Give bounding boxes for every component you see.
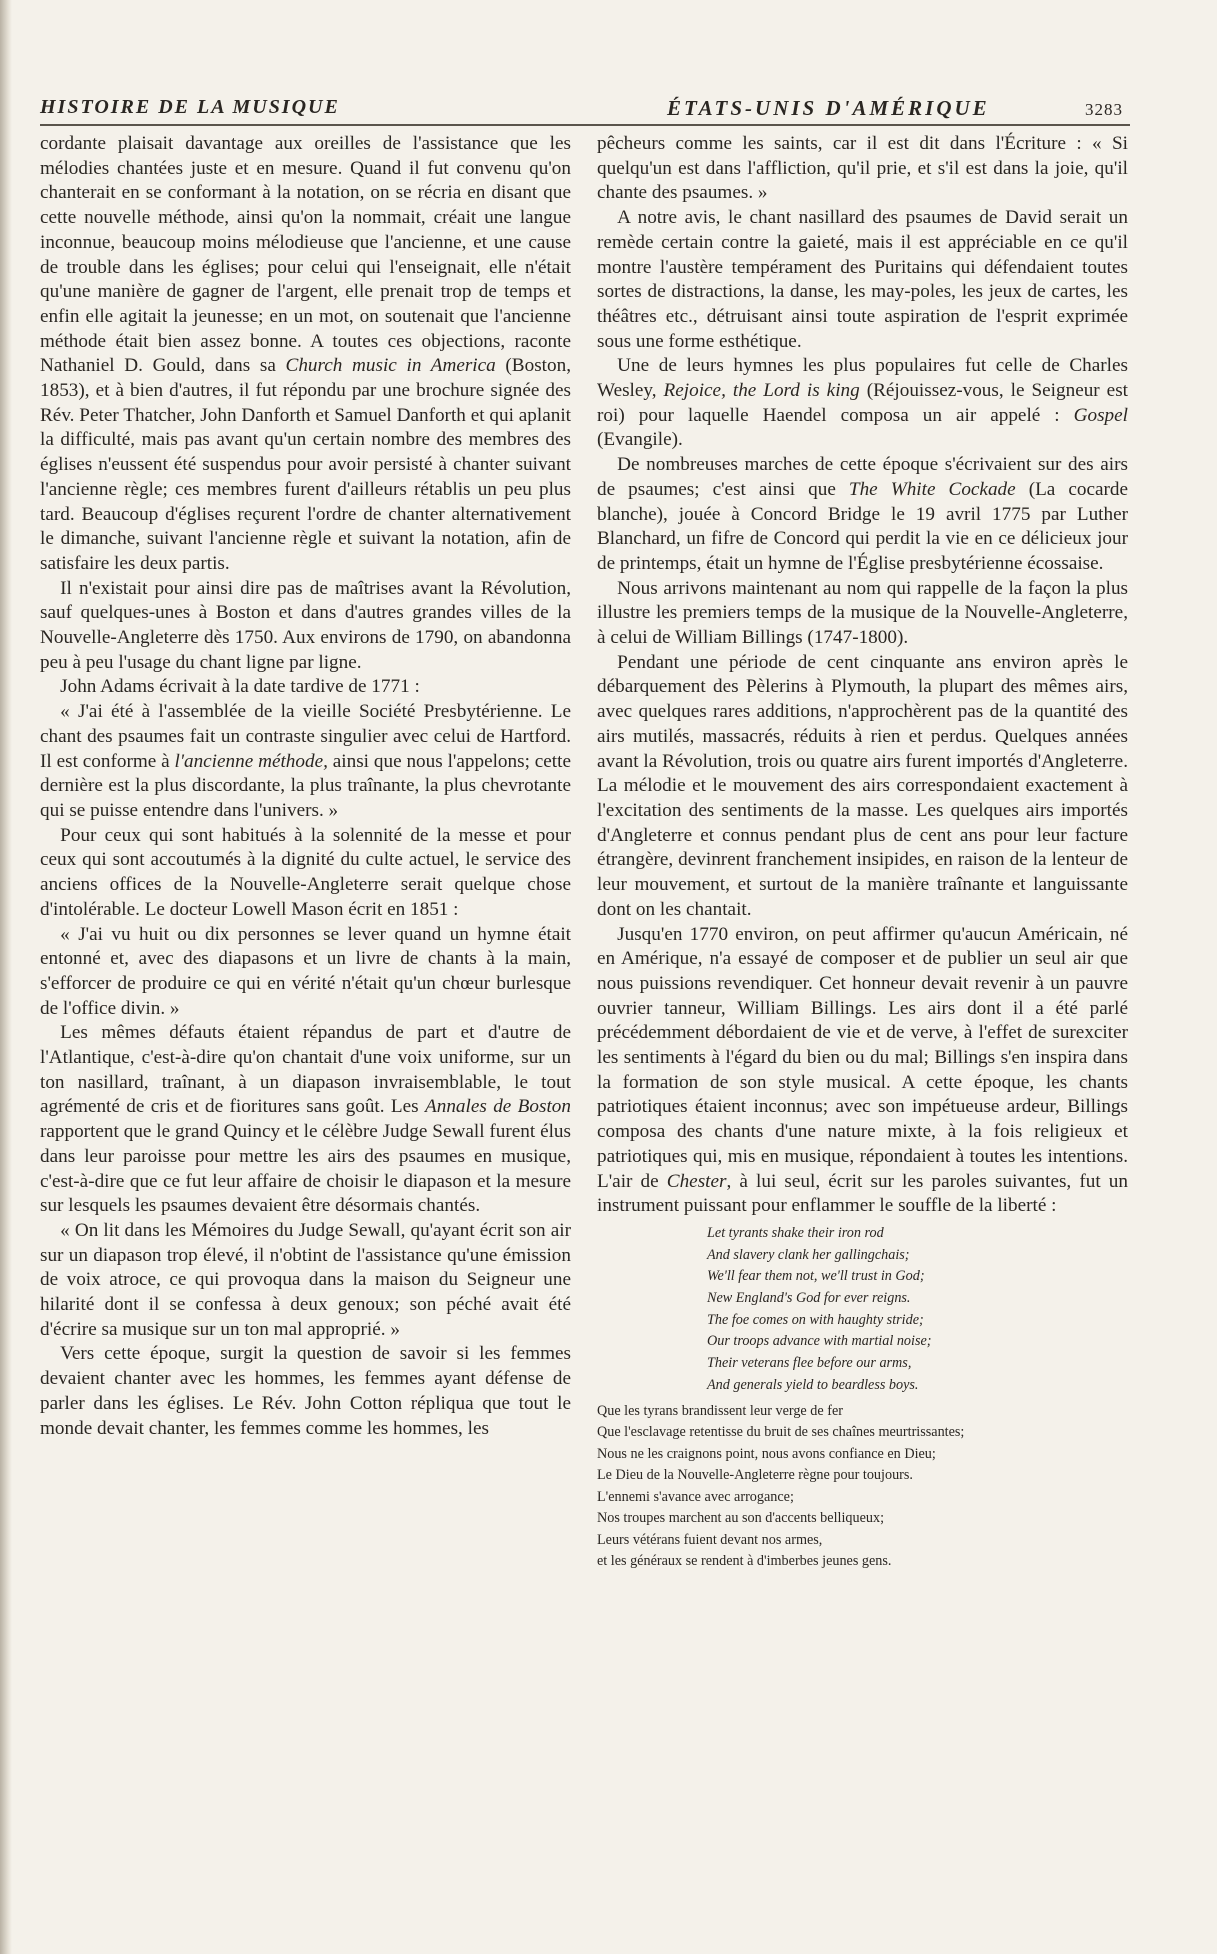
poem-line: Our troops advance with martial noise;	[707, 1333, 932, 1350]
paragraph: A notre avis, le chant nasillard des psaumes de David serait un remède certain contre la gaieté, mais il est appréciable en ce qu'il montre l'austère tempérament des Puritains qui défendaient toutes sortes de distractions, la danse, les may-poles, les jeux de cartes, les théâtres etc., détruisant ainsi toute aspiration de l'esprit exprimée sous une forme esthétique.	[597, 207, 1128, 352]
quote-paragraph: « J'ai vu huit ou dix personnes se lever quand un hymne était entonné et, avec des diapasons et un livre de chants à la main, s'efforcer de produire ce qui en vérité n'était qu'un chœur burlesque de l'office divin. »	[40, 923, 571, 1019]
paragraph: pêcheurs comme les saints, car il est dit dans l'Écriture : « Si quelqu'un est dans l'affliction, qu'il prie, et s'il est dans la joie, qu'il chante des psaumes. »	[597, 133, 1128, 204]
page-number: 3283	[1085, 100, 1123, 119]
book-title: Church music in America	[285, 355, 496, 377]
translation-line: Que l'esclavage retentisse du bruit de ses chaînes meurtrissantes;	[597, 1424, 965, 1441]
paragraph: Vers cette époque, surgit la question de savoir si les femmes devaient chanter avec les hommes, les femmes ayant défense de parler dans les églises. Le Rév. John Cotton répliqua que tout le monde devait chanter, les femmes comme les hommes, les	[40, 1343, 571, 1439]
poem-line: The foe comes on with haughty stride;	[707, 1311, 924, 1328]
left-column	[40, 132, 571, 1441]
paragraph: Une de leurs hymnes les plus populaires fut celle de Charles Wesley, Rejoice, the Lord is king (Réjouissez-vous, le Seigneur est roi) pour laquelle Haendel composa un air appelé : Gospel (Evangile).	[597, 355, 1128, 451]
running-head-center: ÉTATS-UNIS D'AMÉRIQUE	[667, 96, 990, 120]
translation-line: Le Dieu de la Nouvelle-Angleterre règne pour toujours.	[597, 1467, 913, 1484]
translation-line: Que les tyrans brandissent leur verge de fer	[597, 1402, 843, 1419]
header-rule	[40, 124, 1130, 126]
paragraph: Pour ceux qui sont habitués à la solennité de la messe et pour ceux qui sont accoutumés à la dignité du culte actuel, le service des anciens offices de la Nouvelle-Angleterre serait quelque chose d'intolérable. Le docteur Lowell Mason écrit en 1851 :	[40, 824, 571, 920]
paragraph: Il n'existait pour ainsi dire pas de maîtrises avant la Révolution, sauf quelques-unes à Boston et dans d'autres grandes villes de la Nouvelle-Angleterre dès 1750. Aux environs de 1790, on abandonna peu à peu l'usage du chant ligne par ligne.	[40, 577, 571, 673]
translation-line: et les généraux se rendent à d'imberbes jeunes gens.	[597, 1553, 892, 1570]
paragraph: John Adams écrivait à la date tardive de 1771 :	[60, 676, 420, 698]
quote-paragraph: « On lit dans les Mémoires du Judge Sewall, qu'ayant écrit son air sur un diapason trop élevé, il n'obtint de l'assistance qu'une émission de voix atroce, ce qui provoqua dans la maison du Seigneur une hilarité dont il se confessa à deux genoux; son péché avait été d'écrire sa musique sur un ton mal approprié. »	[40, 1219, 571, 1340]
paragraph: De nombreuses marches de cette époque s'écrivaient sur des airs de psaumes; c'est ainsi que The White Cockade (La cocarde blanche), jouée à Concord Bridge le 19 avril 1775 par Luther Blanchard, un fifre de Concord qui perdit la vie en ce délicieux jour de printemps, était un hymne de l'Église presbytérienne écossaise.	[597, 454, 1128, 574]
poem-english	[707, 1223, 1128, 1397]
translation-line: Nous ne les craignons point, nous avons confiance en Dieu;	[597, 1445, 936, 1462]
page-binding-edge	[0, 0, 12, 1954]
air-title: Chester	[666, 1170, 727, 1192]
paragraph: Jusqu'en 1770 environ, on peut affirmer qu'aucun Américain, né en Amérique, n'a essayé de composer et de publier un seul air que nous puissions revendiquer. Cet honneur devait revenir à un pauvre ouvrier tanneur, William Billings. Les airs dont il a été parlé précédemment débordaient de vie et de verve, à l'effet de surexciter les sentiments à l'égard du bien ou du mal; Billings s'en inspira dans la formation de son style musical. A cette époque, les chants patriotiques étaient inconnus; avec son impétueuse ardeur, Billings composa des chants d'une nature mixte, à la fois religieux et patriotiques qui, mis en musique, répondaient à toutes les intentions. L'air de Chester, à lui seul, écrit sur les paroles suivantes, fut un instrument puissant pour enflammer le souffle de la liberté :	[597, 923, 1128, 1217]
poem-line: And slavery clank her gallingchais;	[707, 1246, 910, 1263]
book-title: Annales de Boston	[425, 1096, 571, 1118]
poem-translation	[597, 1401, 1128, 1573]
poem-line: We'll fear them not, we'll trust in God;	[707, 1268, 925, 1285]
hymn-title: Rejoice, the Lord is king	[663, 380, 860, 402]
poem-line: New England's God for ever reigns.	[707, 1290, 911, 1307]
poem-line: Their veterans flee before our arms,	[707, 1355, 912, 1372]
march-title: The White Cockade	[848, 478, 1016, 500]
quote-paragraph: « J'ai été à l'assemblée de la vieille Société Presbytérienne. Le chant des psaumes fait un contraste singulier avec celui de Hartford. Il est conforme à l'ancienne méthode, ainsi que nous l'appelons; cette dernière est la plus discordante, la plus traînante, la plus chevrotante qui se puisse entendre dans l'univers. »	[40, 701, 571, 821]
translation-line: Nos troupes marchent au son d'accents belliqueux;	[597, 1510, 885, 1527]
translation-line: L'ennemi s'avance avec arrogance;	[597, 1488, 794, 1505]
right-column	[597, 132, 1128, 1573]
running-head-left: HISTOIRE DE LA MUSIQUE	[40, 96, 340, 118]
paragraph: Pendant une période de cent cinquante ans environ après le débarquement des Pèlerins à Plymouth, la plupart des mêmes airs, avec quelques rares additions, n'approchèrent pas de la quantité des airs mutilés, massacrés, réduits à rien et perdus. Quelques années avant la Révolution, trois ou quatre airs furent importés d'Angleterre. La mélodie et le mouvement des airs correspondaient exactement à l'excitation des sentiments de la masse. Les quelques airs importés d'Angleterre et connus pendant plus de cent ans pour leur facture étrangère, devinrent franchement insipides, en raison de la lenteur de leur mouvement, et surtout de la manière traînante et languissante dont on les chantait.	[597, 651, 1128, 920]
running-head	[40, 96, 1130, 126]
paragraph: Les mêmes défauts étaient répandus de part et d'autre de l'Atlantique, c'est-à-dire qu'on chantait d'une voix uniforme, sur un ton nasillard, traînant, à un diapason invraisemblable, le tout agrémenté de cris et de fioritures sans goût. Les Annales de Boston rapportent que le grand Quincy et le célèbre Judge Sewall furent élus dans leur paroisse pour mettre les airs des psaumes en musique, c'est-à-dire que ce fut leur affaire de choisir le diapason et la mesure sur lesquels les psaumes devaient être désormais chantés.	[40, 1022, 571, 1217]
paragraph: Nous arrivons maintenant au nom qui rappelle de la façon la plus illustre les premiers temps de la musique de la Nouvelle-Angleterre, à celui de William Billings (1747-1800).	[597, 577, 1128, 649]
paragraph: cordante plaisait davantage aux oreilles de l'assistance que les mélodies chantées juste et en mesure. Quand il fut convenu qu'on chanterait en se conformant à la notation, on se récria en disant que cette nouvelle méthode, ainsi qu'on la nommait, créait une langue inconnue, beaucoup moins mélodieuse que l'ancienne, et une cause de trouble dans les églises; pour celui qui l'enseignait, elle n'était qu'une manière de gagner de l'argent, elle prenait trop de temps et enfin elle agitait la jeunesse; en un mot, on soutenait que l'ancienne méthode était bien assez bonne. A toutes ces objections, raconte Nathaniel D. Gould, dans sa Church music in America (Boston, 1853), et à bien d'autres, il fut répondu par une brochure signée des Rév. Peter Thatcher, John Danforth et Samuel Danforth et qui aplanit la difficulté, mais pas avant qu'un certain nombre des membres des églises n'eussent été suspendus pour avoir persisté à chanter suivant l'ancienne règle; ces membres furent d'ailleurs rétablis un peu plus tard. Beaucoup d'églises reçurent l'ordre de chanter alternativement le dimanche, suivant l'ancienne règle et suivant la notation, afin de satisfaire les deux partis.	[40, 133, 571, 574]
poem-line: Let tyrants shake their iron rod	[707, 1224, 884, 1241]
air-title: Gospel	[1073, 404, 1128, 426]
poem-line: And generals yield to beardless boys.	[707, 1376, 919, 1393]
translation-line: Leurs vétérans fuient devant nos armes,	[597, 1531, 823, 1548]
